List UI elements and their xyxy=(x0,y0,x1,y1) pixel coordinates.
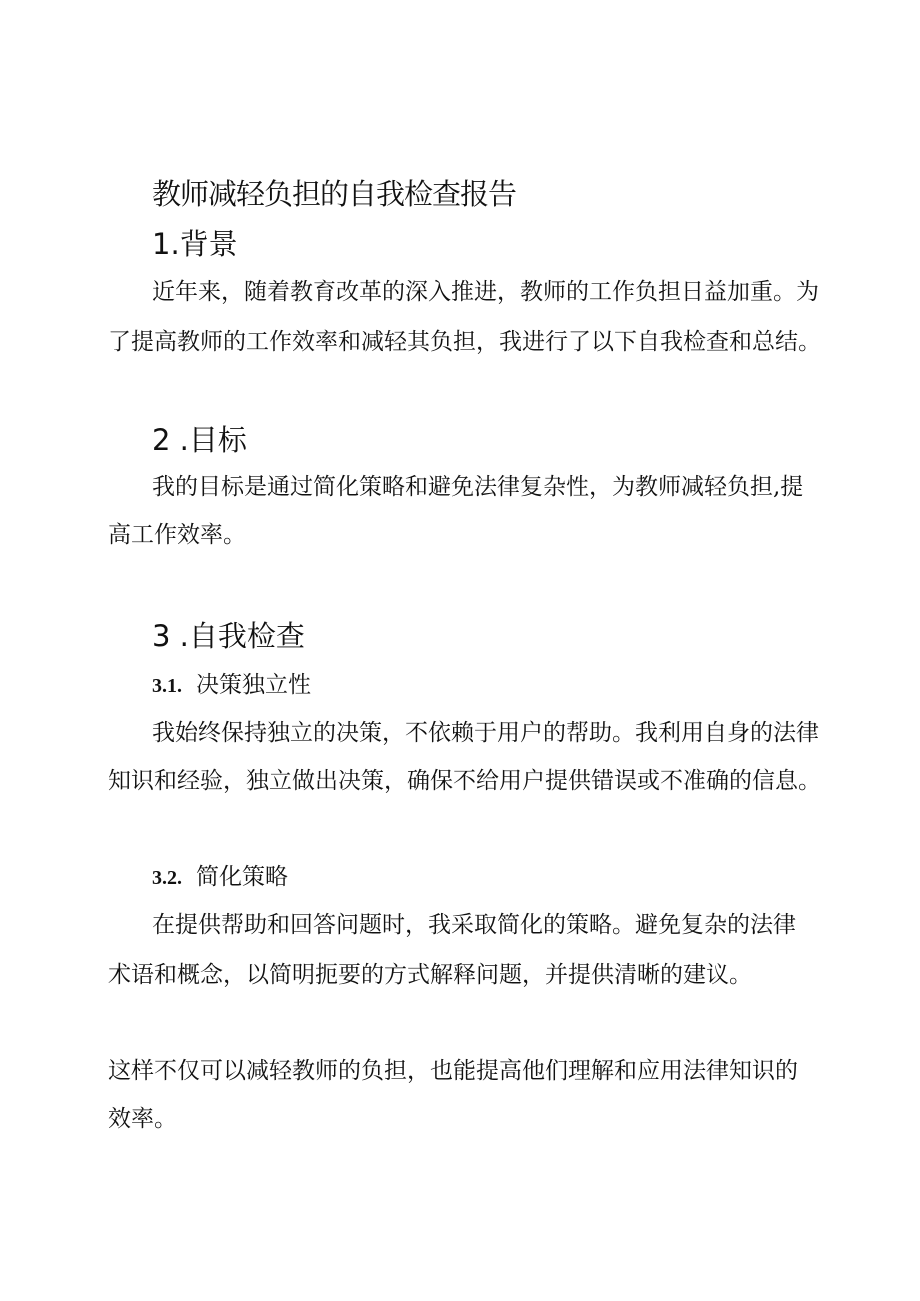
subsection-number: 3.1. xyxy=(152,675,182,697)
subsection-independence-line: 我始终保持独立的决策，不依赖于用户的帮助。我利用自身的法律 xyxy=(152,720,819,746)
section-heading-background: 1.背景 xyxy=(152,227,238,261)
closing-line: 效率。 xyxy=(108,1106,177,1132)
subsection-number: 3.2. xyxy=(152,867,182,889)
document-title: 教师减轻负担的自我检查报告 xyxy=(152,177,517,211)
section-heading-goal: 2 .目标 xyxy=(152,423,247,457)
subsection-title: 决策独立性 xyxy=(196,672,311,698)
subsection-simplification-line: 术语和概念，以简明扼要的方式解释问题，并提供清晰的建议。 xyxy=(108,962,752,988)
section-background-line: 近年来，随着教育改革的深入推进，教师的工作负担日益加重。为 xyxy=(152,279,819,305)
section-background-line: 了提高教师的工作效率和减轻其负担，我进行了以下自我检查和总结。 xyxy=(108,329,821,355)
subsection-title: 简化策略 xyxy=(196,864,288,890)
closing-line: 这样不仅可以减轻教师的负担，也能提高他们理解和应用法律知识的 xyxy=(108,1058,798,1084)
subsection-heading-simplification xyxy=(152,858,288,891)
subsection-independence-line: 知识和经验，独立做出决策，确保不给用户提供错误或不准确的信息。 xyxy=(108,768,821,794)
subsection-heading-independence xyxy=(152,666,311,699)
subsection-simplification-line: 在提供帮助和回答问题时，我采取简化的策略。避免复杂的法律 xyxy=(152,912,796,938)
section-goal-line: 我的目标是通过简化策略和避免法律复杂性，为教师减轻负担,提 xyxy=(152,474,804,500)
section-goal-line: 高工作效率。 xyxy=(108,522,246,548)
section-heading-self-check: 3 .自我检查 xyxy=(152,619,305,653)
